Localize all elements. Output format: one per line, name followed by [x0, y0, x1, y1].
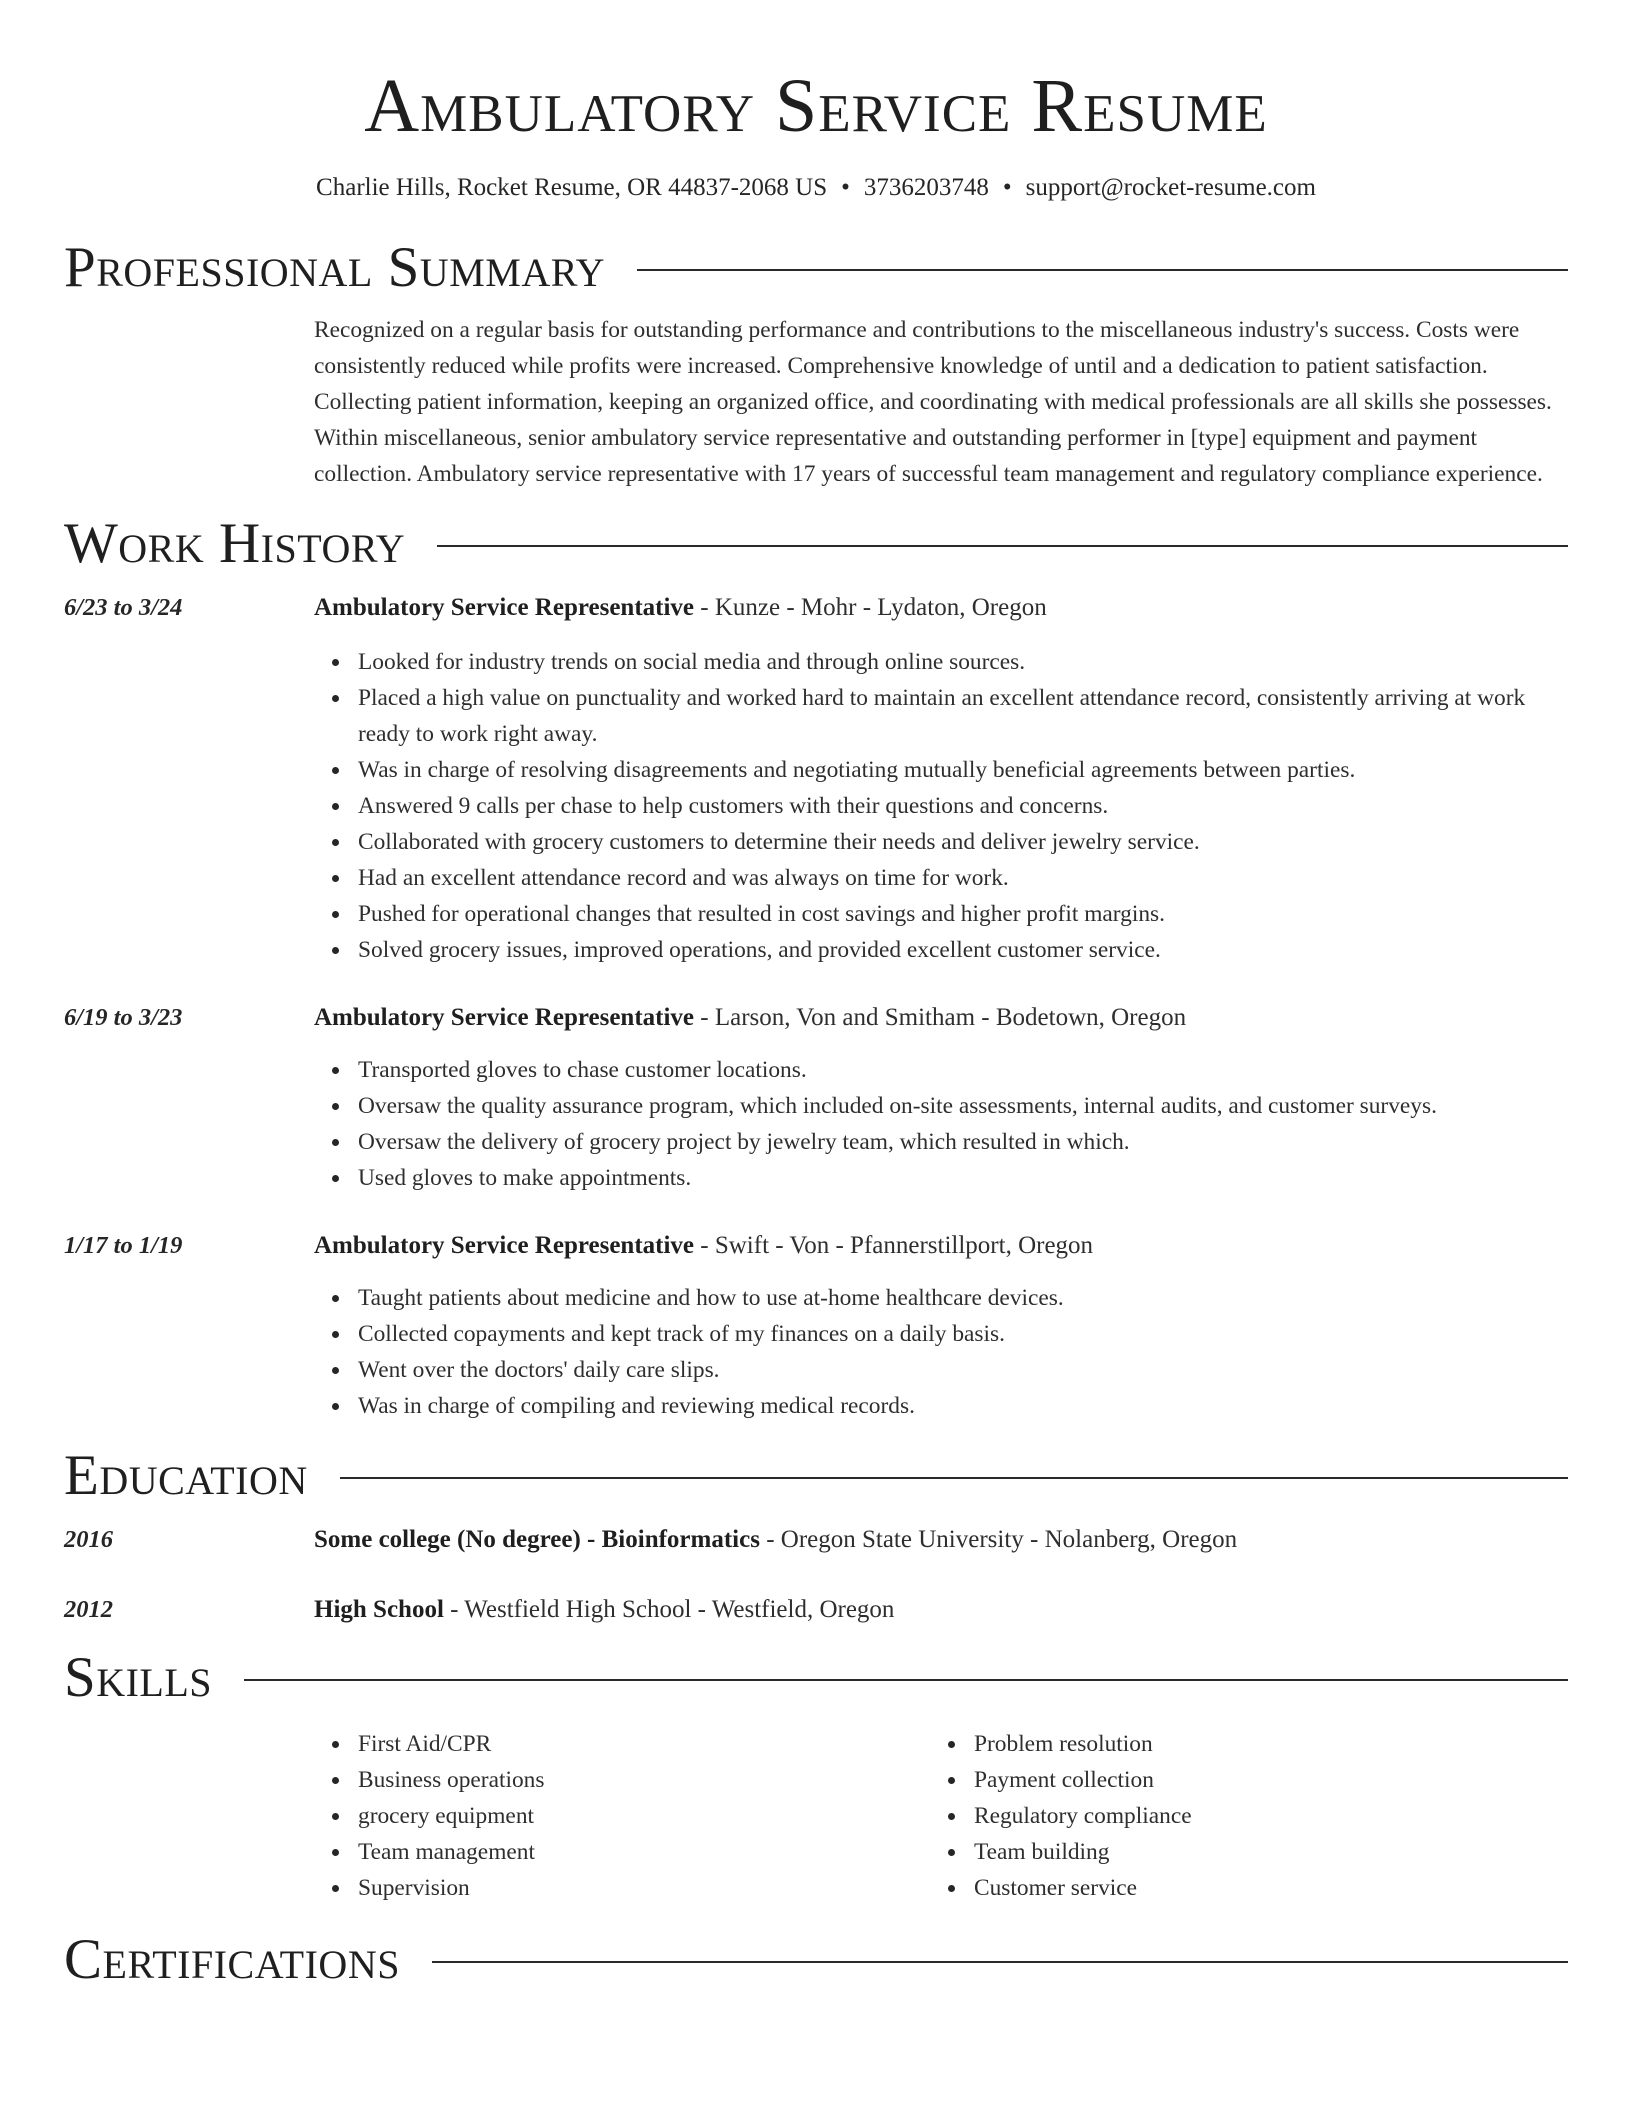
education-entry [64, 1522, 1568, 1558]
section-title: Professional Summary [64, 236, 606, 299]
list-item: Collected copayments and kept track of my finances on a daily basis. [314, 1316, 1568, 1352]
education-line [314, 1522, 1568, 1558]
summary-section-header [64, 236, 1568, 300]
skill-item: Problem resolution [930, 1726, 1546, 1762]
education-degree: High School [314, 1596, 444, 1623]
section-title: Certifications [64, 1928, 400, 1991]
work-history-section-header [64, 512, 1568, 576]
job-dates: 6/19 to 3/23 [64, 1004, 183, 1031]
section-title: Education [64, 1444, 308, 1507]
skill-item: Business operations [314, 1762, 930, 1798]
list-item: Used gloves to make appointments. [314, 1160, 1568, 1196]
list-item: Taught patients about medicine and how to use at-home healthcare devices. [314, 1280, 1568, 1316]
skills-section-header [64, 1646, 1568, 1710]
education-details: - Oregon State University - Nolanberg, Oregon [759, 1526, 1238, 1553]
resume-title: Ambulatory Service Resume [364, 64, 1268, 148]
job-title-line [314, 1000, 1568, 1036]
contact-address: Charlie Hills, Rocket Resume, OR 44837-2068 US [316, 174, 828, 201]
skills-column-left [314, 1726, 930, 1906]
list-item: Looked for industry trends on social media and through online sources. [314, 644, 1568, 680]
education-year: 2016 [64, 1526, 113, 1553]
job-title-line [314, 1228, 1568, 1264]
list-item: Answered 9 calls per chase to help customers with their questions and concerns. [314, 788, 1568, 824]
certifications-section-header [64, 1928, 1568, 1992]
job-dates: 1/17 to 1/19 [64, 1232, 183, 1259]
skill-item: Regulatory compliance [930, 1798, 1546, 1834]
list-item: Was in charge of compiling and reviewing medical records. [314, 1388, 1568, 1424]
separator-dot: • [841, 174, 850, 201]
list-item: Pushed for operational changes that resulted in cost savings and higher profit margins. [314, 896, 1568, 932]
contact-phone: 3736203748 [863, 174, 989, 201]
contact-email: support@rocket-resume.com [1025, 174, 1316, 201]
contact-line [64, 172, 1568, 204]
job-details: - Larson, Von and Smitham - Bodetown, Oregon [694, 1004, 1187, 1031]
education-year: 2012 [64, 1596, 113, 1623]
job-title: Ambulatory Service Representative [314, 594, 695, 621]
list-item: Placed a high value on punctuality and worked hard to maintain an excellent attendance record, consistently arriving at work ready to work right away. [314, 680, 1568, 752]
list-item: Oversaw the quality assurance program, which included on-site assessments, internal audits, and customer surveys. [314, 1088, 1568, 1124]
list-item: Went over the doctors' daily care slips. [314, 1352, 1568, 1388]
separator-dot: • [1002, 174, 1012, 201]
list-item: Was in charge of resolving disagreements and negotiating mutually beneficial agreements between parties. [314, 752, 1568, 788]
skill-item: Payment collection [930, 1762, 1546, 1798]
skill-item: Team management [314, 1834, 930, 1870]
job-dates: 6/23 to 3/24 [64, 594, 183, 621]
education-details: - Westfield High School - Westfield, Oregon [443, 1596, 895, 1623]
job-entry [64, 590, 1568, 968]
skill-item: Supervision [314, 1870, 930, 1906]
skill-item: grocery equipment [314, 1798, 930, 1834]
job-details: - Kunze - Mohr - Lydaton, Oregon [694, 594, 1047, 621]
job-title: Ambulatory Service Representative [314, 1004, 695, 1031]
list-item: Collaborated with grocery customers to determine their needs and deliver jewelry service. [314, 824, 1568, 860]
job-title: Ambulatory Service Representative [314, 1232, 695, 1259]
section-divider [244, 1679, 1568, 1681]
job-bullets [314, 1052, 1568, 1196]
education-degree: Some college (No degree) - Bioinformatics [314, 1526, 760, 1553]
education-entry [64, 1592, 1568, 1628]
list-item: Transported gloves to chase customer locations. [314, 1052, 1568, 1088]
section-divider [432, 1961, 1568, 1963]
section-title: Work History [64, 512, 406, 575]
job-details: - Swift - Von - Pfannerstillport, Oregon [694, 1232, 1094, 1259]
section-divider [637, 269, 1568, 271]
job-entry [64, 1228, 1568, 1424]
list-item: Oversaw the delivery of grocery project by jewelry team, which resulted in which. [314, 1124, 1568, 1160]
education-line [314, 1592, 1568, 1628]
skill-item: Customer service [930, 1870, 1546, 1906]
skills-list [314, 1726, 1568, 1906]
job-bullets [314, 1280, 1568, 1424]
skill-item: First Aid/CPR [314, 1726, 930, 1762]
section-title: Skills [64, 1646, 213, 1709]
skill-item: Team building [930, 1834, 1546, 1870]
job-entry [64, 1000, 1568, 1196]
summary-text: Recognized on a regular basis for outstanding performance and contributions to the miscellaneous industry's success. Costs were consistently reduced while profits were increased. Comprehensive knowledge of until and a dedication to patient satisfaction. Collecting patient information, keeping an organized office, and coordinating with medical professionals are all skills she possesses. Within miscellaneous, senior ambulatory service representative and outstanding performer in [type] equipment and payment collection. Ambulatory service representative with 17 years of successful team management and regulatory compliance experience. [314, 317, 1552, 487]
list-item: Had an excellent attendance record and was always on time for work. [314, 860, 1568, 896]
job-title-line [314, 590, 1568, 626]
education-section-header [64, 1444, 1568, 1508]
section-divider [340, 1477, 1568, 1479]
skills-column-right [930, 1726, 1546, 1906]
section-divider [437, 545, 1568, 547]
list-item: Solved grocery issues, improved operations, and provided excellent customer service. [314, 932, 1568, 968]
job-bullets [314, 644, 1568, 968]
